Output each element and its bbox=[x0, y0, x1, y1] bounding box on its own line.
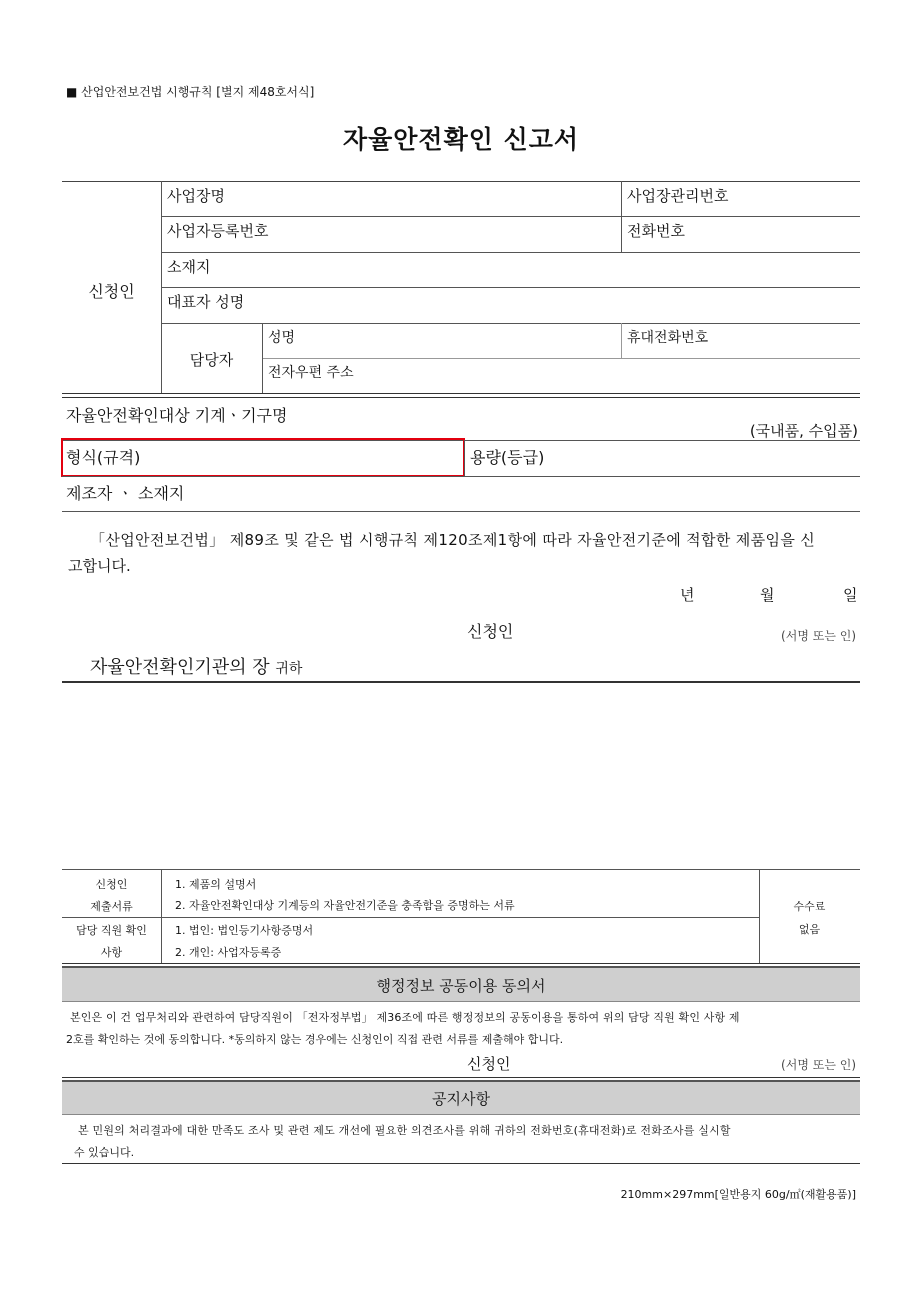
addressee bbox=[90, 653, 302, 679]
origin-options: (국내품, 수입품) bbox=[749, 422, 858, 440]
submit-docs-label: 신청인 bbox=[95, 878, 128, 891]
machine-name-label: 자율안전확인대상 기계ㆍ기구명 bbox=[66, 406, 288, 425]
date-month-label: 월 bbox=[760, 586, 775, 604]
phone-label: 전화번호 bbox=[627, 222, 685, 240]
divider bbox=[62, 476, 860, 477]
notice-text-line1: 본 민원의 처리결과에 대한 만족도 조사 및 관련 제도 개선에 필요한 의견조사를 위해 귀하의 전화번호(휴대전화)로 전화조사를 실시할 bbox=[78, 1124, 731, 1137]
declaration-text-line2: 고합니다. bbox=[68, 557, 131, 575]
consent-applicant-label: 신청인 bbox=[467, 1055, 511, 1073]
section-line bbox=[62, 397, 860, 398]
submit-docs-label: 제출서류 bbox=[90, 900, 133, 913]
mobile-label: 휴대전화번호 bbox=[627, 330, 709, 346]
fee-value: 없음 bbox=[798, 923, 821, 936]
divider bbox=[759, 869, 760, 963]
declaration-applicant-label: 신청인 bbox=[467, 622, 514, 641]
date-day-label: 일 bbox=[843, 586, 858, 604]
addressee-suffix: 귀하 bbox=[275, 661, 303, 677]
divider bbox=[621, 181, 622, 252]
staff-check-item: 2. 개인: 사업자등록증 bbox=[175, 946, 282, 959]
divider bbox=[161, 216, 860, 217]
divider bbox=[62, 1114, 860, 1115]
email-label: 전자우편 주소 bbox=[268, 365, 354, 381]
declaration-sign-label: (서명 또는 인) bbox=[781, 629, 856, 643]
declaration-text-line1: 「산업안전보건법」 제89조 및 같은 법 시행규칙 제120조제1항에 따라 자율안전기준에 적합한 제품임을 신 bbox=[90, 531, 816, 549]
divider bbox=[62, 511, 860, 512]
manufacturer-label: 제조자 ㆍ 소재지 bbox=[66, 484, 185, 503]
divider bbox=[161, 323, 860, 324]
capacity-label: 용량(등급) bbox=[470, 448, 545, 467]
page-title: 자율안전확인 신고서 bbox=[342, 125, 580, 154]
notice-title: 공지사항 bbox=[432, 1090, 490, 1108]
applicant-section-label: 신청인 bbox=[88, 282, 135, 301]
contact-name-label: 성명 bbox=[268, 330, 296, 346]
staff-check-item: 1. 법인: 법인등기사항증명서 bbox=[175, 924, 314, 937]
business-name-label: 사업장명 bbox=[167, 187, 225, 205]
table-top-line bbox=[62, 181, 860, 182]
staff-check-label: 사항 bbox=[100, 946, 123, 959]
submit-doc-item: 1. 제품의 설명서 bbox=[175, 878, 257, 891]
divider bbox=[62, 1077, 860, 1078]
consent-title: 행정정보 공동이용 동의서 bbox=[376, 977, 546, 995]
consent-text-line2: 2호를 확인하는 것에 동의합니다. *동의하지 않는 경우에는 신청인이 직접 관련 서류를 제출해야 합니다. bbox=[66, 1033, 564, 1046]
model-label: 형식(규격) bbox=[66, 448, 141, 467]
consent-sign-label: (서명 또는 인) bbox=[781, 1058, 856, 1072]
fee-label: 수수료 bbox=[793, 900, 826, 913]
divider bbox=[621, 323, 622, 358]
divider bbox=[161, 287, 860, 288]
representative-label: 대표자 성명 bbox=[167, 293, 245, 311]
business-mgmt-no-label: 사업장관리번호 bbox=[627, 187, 729, 205]
section-line bbox=[62, 681, 860, 683]
business-reg-no-label: 사업자등록번호 bbox=[167, 222, 269, 240]
divider bbox=[262, 358, 860, 359]
divider bbox=[62, 1163, 860, 1164]
paper-spec: 210mm×297mm[일반용지 60g/㎡(재활용품)] bbox=[620, 1188, 856, 1201]
staff-check-label: 담당 직원 확인 bbox=[76, 924, 147, 937]
divider bbox=[62, 1001, 860, 1002]
divider bbox=[62, 869, 860, 870]
date-year-label: 년 bbox=[680, 586, 695, 604]
divider bbox=[62, 963, 860, 964]
consent-text-line1: 본인은 이 건 업무처리와 관련하여 담당직원이 「전자정부법」 제36조에 따른 행정정보의 공동이용을 통하여 위의 담당 직원 확인 사항 제 bbox=[70, 1011, 740, 1024]
divider bbox=[62, 917, 759, 918]
divider bbox=[161, 869, 162, 963]
divider bbox=[161, 252, 860, 253]
law-reference: ■ 산업안전보건법 시행규칙 [별지 제48호서식] bbox=[66, 85, 315, 99]
address-label: 소재지 bbox=[167, 258, 211, 276]
addressee-name: 자율안전확인기관의 장 bbox=[90, 657, 270, 678]
divider bbox=[262, 323, 263, 393]
notice-text-line2: 수 있습니다. bbox=[74, 1146, 135, 1159]
divider bbox=[464, 440, 465, 476]
section-line bbox=[62, 393, 860, 394]
contact-label: 담당자 bbox=[189, 351, 234, 369]
submit-doc-item: 2. 자율안전확인대상 기계등의 자율안전기준을 충족함을 증명하는 서류 bbox=[175, 899, 515, 912]
